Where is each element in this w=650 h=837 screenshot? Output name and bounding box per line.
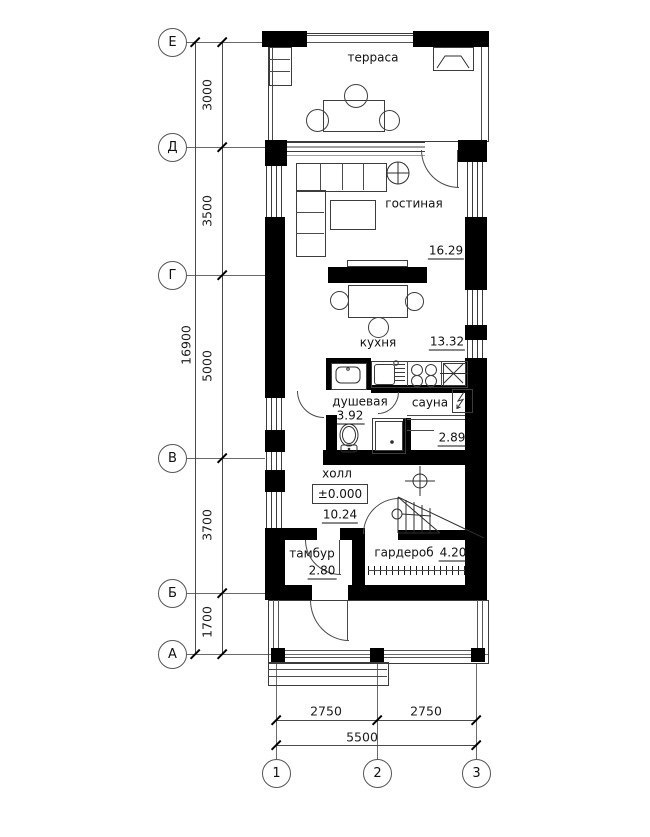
sauna-bench-line (407, 415, 465, 416)
sofa-seam (296, 233, 324, 234)
dim-label-16900: 16900 (178, 325, 194, 365)
axis-bubble-row-a (158, 640, 187, 669)
dim-label-1700: 1700 (199, 606, 215, 638)
room-area-vestibule: 2.80 (308, 563, 336, 578)
room-label-vestibule: тамбур (289, 546, 335, 561)
porch-post (271, 648, 285, 662)
room-area-wardrobe: 4.20 (439, 545, 467, 560)
axis-bubble-row-b (158, 579, 187, 608)
axis-bubble-row-v (158, 444, 187, 473)
window-segment (287, 142, 425, 156)
dining-table (348, 285, 408, 318)
axis-line-b (186, 593, 265, 594)
terrace-column-right (413, 31, 489, 47)
porch-step-line (268, 669, 387, 670)
terrace-step-line (269, 59, 290, 60)
room-area-kitchen: 13.32 (429, 334, 465, 349)
window-segment (467, 162, 485, 217)
shower-tray-inner (375, 421, 403, 451)
room-area-hall: 10.24 (322, 507, 358, 522)
sauna-heater (452, 389, 473, 413)
door-leaf-living (457, 150, 458, 187)
porch-post (370, 648, 384, 662)
dim-line-bottom-total (276, 745, 477, 746)
wall-segment (458, 140, 487, 162)
sofa-seam (320, 163, 321, 190)
dim-label-3500: 3500 (199, 195, 215, 227)
fridge-symbol (443, 363, 466, 386)
axis-label: Б (168, 586, 177, 601)
dim-label-2750-left: 2750 (310, 703, 342, 719)
room-label-terrace: терраса (347, 50, 399, 65)
porch-steps (268, 662, 389, 686)
window-segment (467, 290, 485, 325)
sauna-bench-line (407, 419, 465, 420)
wall-segment (285, 528, 317, 540)
terrace-chair (306, 109, 329, 132)
dim-label-3000: 3000 (199, 79, 215, 111)
terrace-bench (433, 47, 474, 71)
porch-rail-left (273, 600, 279, 648)
porch-post (471, 648, 485, 662)
dim-label-3700: 3700 (199, 509, 215, 541)
wall-segment (340, 528, 352, 540)
axis-label: А (168, 647, 177, 662)
washbasin-box (331, 363, 367, 390)
wardrobe-rail (368, 570, 465, 571)
level-mark-box (312, 484, 368, 504)
room-area-sauna: 2.89 (438, 430, 466, 445)
wall-segment (465, 325, 487, 340)
kitchen-sink (374, 364, 395, 385)
axis-line-v (186, 458, 265, 459)
axis-line-d (186, 147, 265, 148)
room-area-living: 16.29 (428, 243, 464, 258)
axis-bubble-row-d (158, 133, 187, 162)
axis-label: 3 (472, 766, 481, 781)
axis-bubble-row-g (158, 261, 187, 290)
wall-segment (265, 140, 287, 166)
dim-line-left-total (195, 42, 196, 654)
wall-segment (265, 470, 285, 492)
sofa-seam (342, 163, 343, 190)
axis-label: В (168, 451, 177, 466)
terrace-step-line (269, 71, 290, 72)
stove-burner (425, 375, 437, 387)
room-label-shower: душевая (332, 394, 388, 409)
coffee-table (330, 200, 376, 230)
wall-segment (465, 217, 487, 290)
sofa-vertical (296, 190, 326, 257)
wall-segment (398, 530, 487, 540)
terrace-chair (344, 84, 368, 108)
dim-label-2750-right: 2750 (410, 703, 442, 719)
plant-symbol (387, 162, 409, 184)
kitchen-chair (405, 292, 424, 311)
room-label-sauna: сауна (411, 395, 449, 410)
wall-segment (352, 528, 365, 585)
room-area-shower: 3.92 (336, 408, 364, 423)
sofa-seam (296, 212, 324, 213)
window-segment (266, 452, 284, 470)
stove-burner (411, 375, 423, 387)
wall-segment (348, 585, 487, 600)
kitchen-chair (330, 291, 349, 310)
window-segment (266, 166, 284, 217)
window-segment (266, 398, 284, 430)
dim-label-5500: 5500 (346, 729, 378, 745)
window-segment (467, 340, 485, 358)
room-label-living: гостиная (385, 196, 443, 211)
cross-circle-symbol (405, 466, 435, 496)
porch-rail-right (477, 600, 483, 648)
door-arc-living (421, 150, 459, 188)
terrace-right-edge (481, 47, 482, 140)
door-leaf-vestibule (339, 540, 340, 574)
wall-segment (265, 430, 285, 452)
counter-divider (407, 361, 408, 386)
sink-drainboard (395, 364, 405, 383)
window-segment (266, 492, 284, 528)
level-mark-value: ±0.000 (317, 487, 363, 501)
porch-step-line (268, 676, 387, 677)
axis-line-g (186, 275, 265, 276)
axis-label: 1 (272, 766, 281, 781)
wall-segment (265, 585, 312, 600)
terrace-column-left (262, 31, 307, 47)
door-arc-shower (297, 391, 324, 418)
toilet-icon (340, 424, 358, 452)
axis-bubble-row-e (158, 28, 187, 57)
axis-line-e (186, 42, 264, 43)
door-arc-wardrobe (363, 498, 399, 534)
room-label-kitchen: кухня (359, 335, 397, 350)
counter-divider (441, 361, 442, 386)
axis-label: Е (168, 35, 177, 50)
axis-label: 2 (373, 766, 382, 781)
axis-label: Г (168, 268, 177, 283)
sofa-seam (363, 163, 364, 190)
dim-label-5000: 5000 (199, 350, 215, 382)
room-label-wardrobe: гардероб (374, 545, 434, 560)
wall-segment (265, 217, 285, 398)
terrace-railing (307, 35, 413, 43)
dim-line-left-segments (222, 42, 223, 654)
terrace-steps (269, 47, 292, 86)
axis-label: Д (167, 140, 178, 155)
axis-bubble-col-3 (462, 759, 491, 788)
room-label-hall: холл (322, 466, 352, 481)
tv-console (347, 260, 408, 267)
axis-bubble-col-1 (262, 759, 291, 788)
sauna-bench-line (407, 430, 434, 431)
tv-wall (328, 267, 427, 283)
terrace-chair (379, 110, 400, 131)
axis-bubble-col-2 (363, 759, 392, 788)
